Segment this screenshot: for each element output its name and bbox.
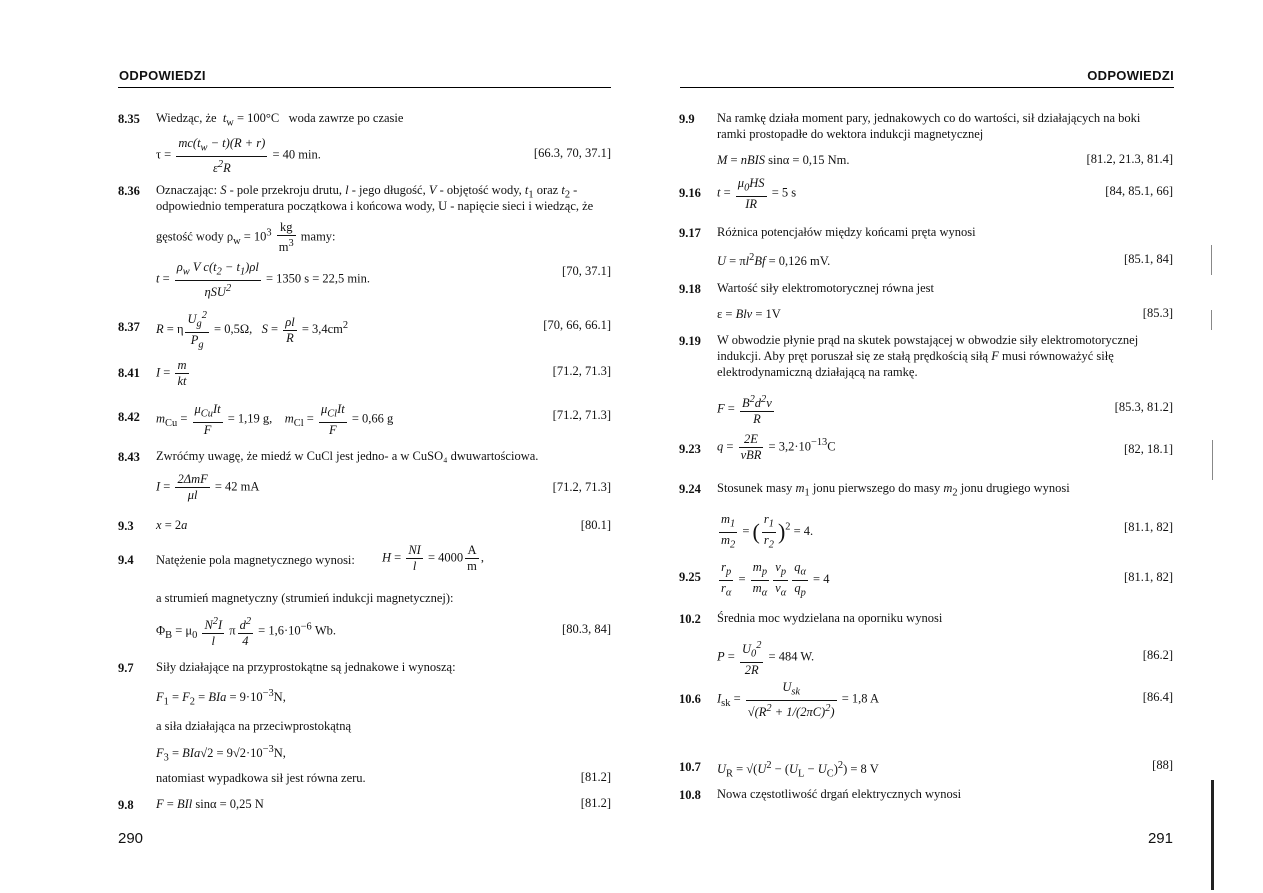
item-number: 9.17 [679,226,701,240]
reference: [81.2, 21.3, 81.4] [1086,152,1173,166]
item-text: Oznaczając: S - pole przekroju drutu, l - jego długość, V - objętość wody, $t_1$ oraz $t_2$ - [156,183,578,201]
reference: [71.2, 71.3] [552,408,611,422]
item-text: Siły działające na przyprostokątne są jednakowe i wynoszą: [156,660,456,674]
left-page [0,0,631,893]
formula: $\frac{r_p}{r_\alpha}$ = $\frac{m_p}{m_\alpha}$ $\frac{v_p}{v_\alpha}$ $\frac{q_\alpha}{q_p}$ = 4 [721,560,830,598]
item-text: W obwodzie płynie prąd na skutek powstającej w obwodzie siły elektromotorycznej [717,333,1139,347]
item-number: 9.3 [118,519,134,533]
scan-edge-mark [1212,440,1213,480]
formula: t = $\frac{\rho_w V c(t_2 - t_1)\rho l}{\eta SU^2}$ = 1350 s = 22,5 min. [156,260,370,299]
reference: [82, 18.1] [1124,442,1173,456]
formula: q = $\frac{2E}{\text{vBR}}$ = $3,2\cdot 10^{-13}C$ [717,432,836,462]
item-number: 9.8 [118,798,134,812]
item-text: Wiedząc, że $t_w = 100^\circ C$ woda zawrze po czasie [156,111,404,129]
reference: [81.2] [580,796,611,810]
formula: I = $\frac{m}{kt}$ [156,358,187,388]
item-text: odpowiednio temperatura początkowa i końcowa wody, U - napięcie sieci i wiedząc, że [156,199,594,213]
page-number-left: 290 [118,830,144,847]
reference: [80.1] [580,518,611,532]
formula: R = η $\frac{U_g^2}{P_g}$ = 0,5Ω, S = $\frac{\rho l}{R}$ = $3,4cm^2$ [156,310,349,351]
reference: [88] [1152,758,1173,772]
item-text: Na ramkę działa moment pary, jednakowych co do wartości, sił działających na boki [717,111,1141,125]
reference: [85.1, 84] [1124,252,1173,266]
item-number: 8.35 [118,112,140,126]
formula: $\frac{m_1}{m_2}$ = ( $\frac{r_1}{r_2}$ )$^2$ = 4. [721,512,814,550]
reference: [84, 85.1, 66] [1105,184,1173,198]
formula: $m_{Cu}$ = $\frac{\mu_{Cu}It}{F}$ = 1,19 g, $m_{Cl}$ = $\frac{\mu_{Cl}It}{F}$ = 0,66 g [156,402,394,437]
item-number: 9.23 [679,442,701,456]
item-number: 9.16 [679,186,701,200]
item-number: 8.43 [118,450,140,464]
item-number: 8.41 [118,366,140,380]
formula: $\Phi_B = \mu_0$ $\frac{N^2I}{l}$ π $\frac{d^2}{4}$ = $1,6\cdot 10^{-6}$ Wb. [156,616,337,649]
item-text: elektrodynamiczną działającą na ramkę. [717,365,918,379]
formula: x = 2a [156,518,188,532]
reference: [86.2] [1142,648,1173,662]
formula: $I_{sk}$ = $\frac{U_{sk}}{√(R^2 + 1/(2\pi C)^2)}$ = 1,8 A [717,680,879,719]
formula: F = $\frac{B^2d^2v}{R}$ [717,394,772,427]
header-rule-left [118,87,611,88]
page-header-left: ODPOWIEDZI [119,68,206,83]
item-text: a strumień magnetyczny (strumień indukcji magnetycznej): [156,591,454,605]
reference: [71.2, 71.3] [552,364,611,378]
reference: [81.1, 82] [1124,570,1173,584]
item-number: 9.19 [679,334,701,348]
item-text: indukcji. Aby pręt poruszał się ze stałą prędkością siłą F musi równoważyć siłę [717,349,1114,363]
item-text: Różnica potencjałów między końcami pręta wynosi [717,225,976,239]
item-number: 8.37 [118,320,140,334]
item-number: 8.42 [118,410,140,424]
item-text: gęstość wody $\rho_w = 10^3$ $\frac{kg}{m^3}$ mamy: [156,220,336,255]
item-text: Średnia moc wydzielana na oporniku wynosi [717,611,943,625]
item-number: 9.24 [679,482,701,496]
formula: P = $\frac{U_0^2}{2R}$ = 484 W. [717,640,815,677]
scan-edge-mark [1211,310,1212,330]
item-number: 10.7 [679,760,701,774]
reference: [81.2] [580,770,611,784]
item-number: 9.9 [679,112,695,126]
formula: t = $\frac{\mu_0HS}{IR}$ = 5 s [717,176,797,211]
page-header-right: ODPOWIEDZI [1087,68,1174,83]
scan-edge-mark [1211,780,1214,890]
reference: [70, 37.1] [562,264,611,278]
formula: $F_3 = BIa√2 = 9√2\cdot 10^{-3}N$, [156,744,286,764]
formula: ε = Blv = 1V [717,307,781,321]
header-rule-right [680,87,1174,88]
item-number: 10.6 [679,692,701,706]
formula: I = $\frac{\text{2ΔmF}}{\mu l}$ = 42 mA [156,472,260,502]
item-number: 9.25 [679,570,701,584]
scan-edge-mark [1211,245,1212,275]
reference: [85.3, 81.2] [1114,400,1173,414]
reference: [80.3, 84] [562,622,611,636]
reference: [86.4] [1142,690,1173,704]
item-text: Wartość siły elektromotorycznej równa jest [717,281,934,295]
formula: M = nBIS sinα = 0,15 Nm. [717,153,850,167]
right-page [631,0,1263,893]
item-number: 9.18 [679,282,701,296]
item-number: 9.7 [118,661,134,675]
item-text: natomiast wypadkowa sił jest równa zeru. [156,771,366,785]
item-number: 9.4 [118,553,134,567]
page-number-right: 291 [1147,830,1173,847]
formula: $F_1 = F_2$ = BIa = $9\cdot 10^{-3}N$, [156,688,286,708]
item-text: ramki prostopadłe do wektora indukcji magnetycznej [717,127,984,141]
item-number: 10.2 [679,612,701,626]
formula: F = BIl sinα = 0,25 N [156,797,264,811]
formula: $U_R = √(U^2 - (U_L - U_C)^2) = 8$ V [717,760,879,780]
item-text: Zwróćmy uwagę, że miedź w CuCl jest jedno- a w CuSO₄ dwuwartościowa. [156,449,539,463]
item-text: Nowa częstotliwość drgań elektrycznych wynosi [717,787,962,801]
reference: [81.1, 82] [1124,520,1173,534]
item-text: a siła działająca na przeciwprostokątną [156,719,352,733]
item-number: 8.36 [118,184,140,198]
item-number: 10.8 [679,788,701,802]
reference: [66.3, 70, 37.1] [533,146,611,160]
formula: $U = \pi l^2Bf = 0,126$ mV. [717,252,831,269]
reference: [70, 66, 66.1] [543,318,611,332]
formula: H = $\frac{NI}{l}$ = 4000 $\frac{A}{m}$ , [382,543,485,573]
item-text: Stosunek masy $m_1$ jonu pierwszego do masy $m_2$ jonu drugiego wynosi [717,481,1070,499]
reference: [85.3] [1142,306,1173,320]
item-text: Natężenie pola magnetycznego wynosi: [156,553,355,567]
formula: τ = $\frac{mc(t_w - t)(R + r)}{\varepsilon^2R}$ = 40 min. [156,136,321,175]
reference: [71.2, 71.3] [552,480,611,494]
